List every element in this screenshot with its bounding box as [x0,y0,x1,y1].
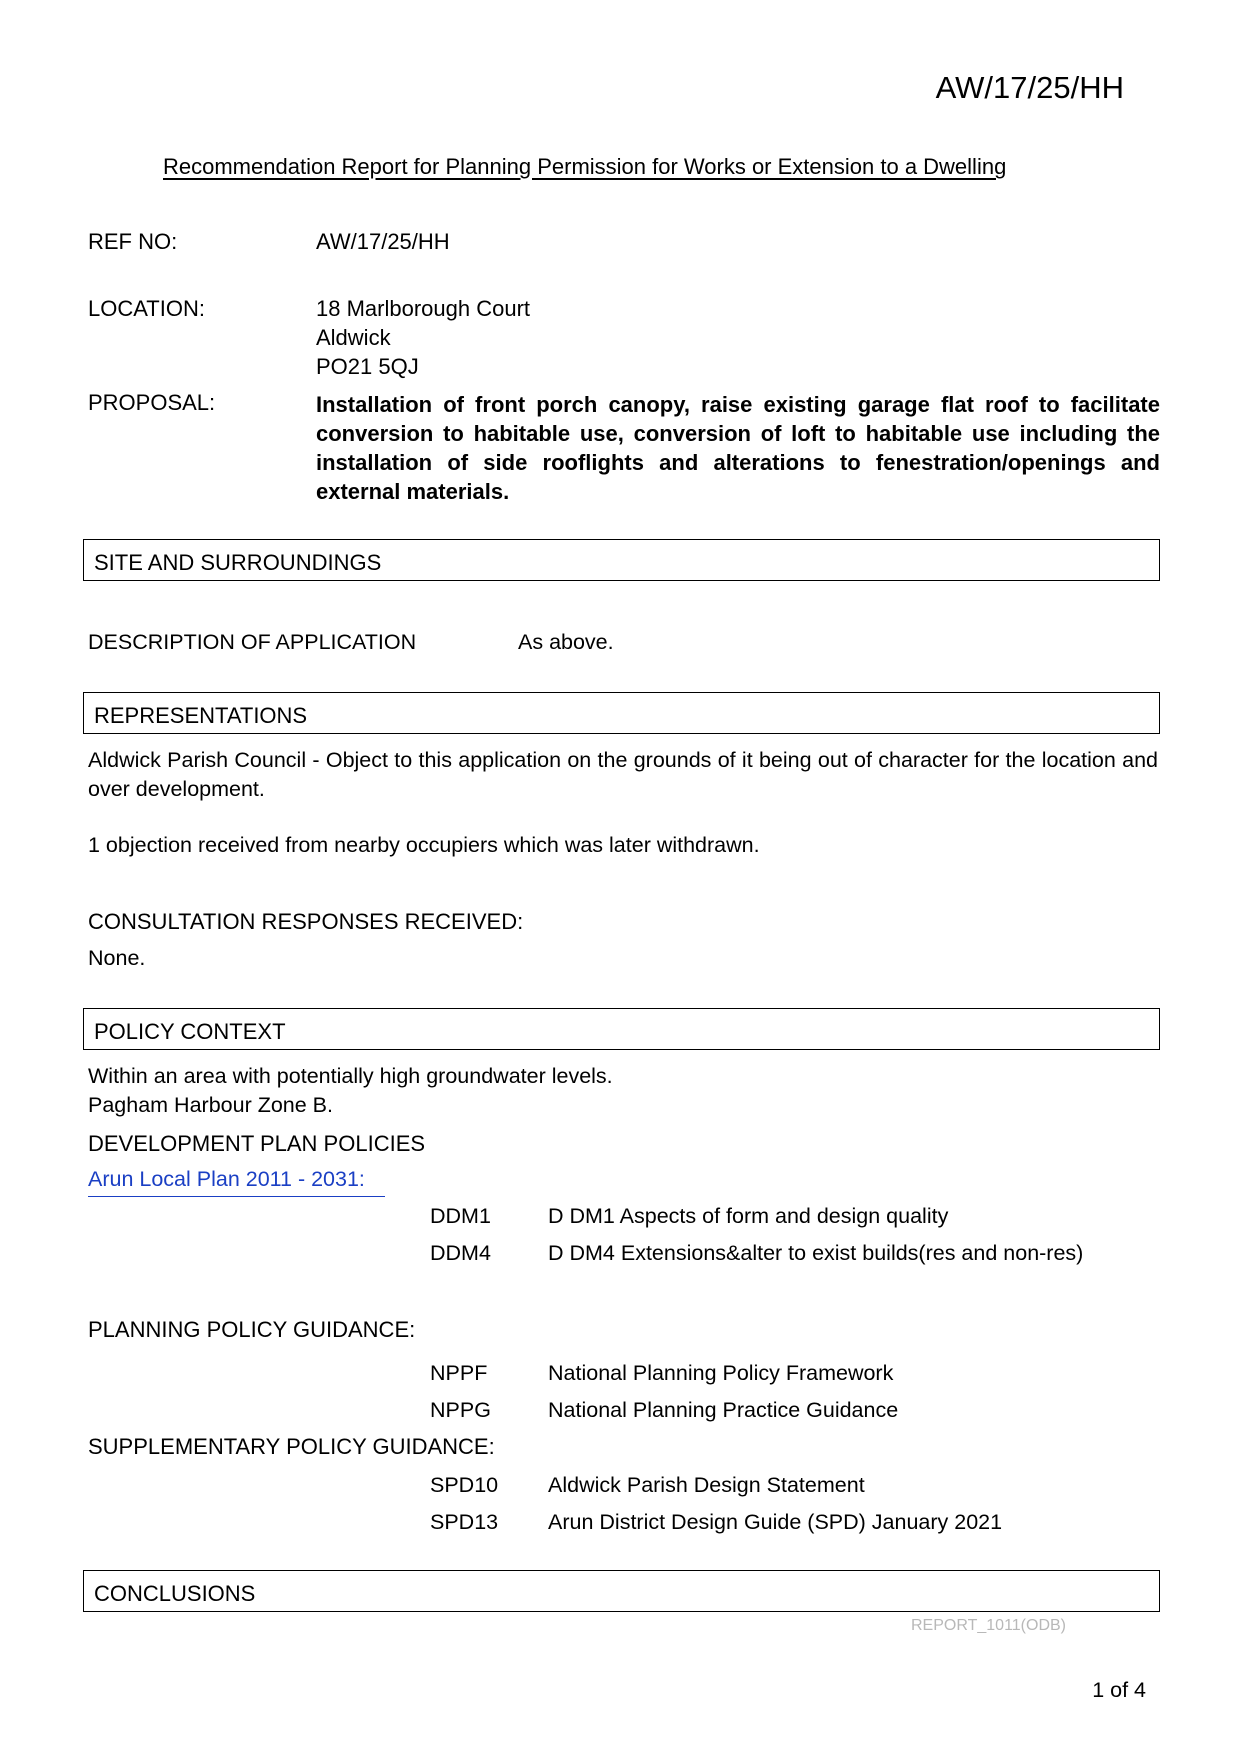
representation-objection: 1 objection received from nearby occupiers which was later withdrawn. [88,833,760,857]
policy-code: DDM4 [430,1241,491,1265]
dev-plan-heading: DEVELOPMENT PLAN POLICIES [88,1131,426,1156]
consultation-heading: CONSULTATION RESPONSES RECEIVED: [88,909,524,934]
representation-parish: Aldwick Parish Council - Object to this application on the grounds of it being out of character for the location and over development. [88,748,1158,801]
policy-line-2: Pagham Harbour Zone B. [88,1093,333,1117]
policy-desc: National Planning Policy Framework [548,1361,894,1385]
location-label: LOCATION: [88,296,205,321]
policy-code: DDM1 [430,1204,491,1228]
page-number: 1 of 4 [1092,1678,1146,1702]
policy-desc: D DM1 Aspects of form and design quality [548,1204,949,1228]
policy-code: NPPF [430,1361,488,1385]
ref-value: AW/17/25/HH [316,229,450,254]
location-line-1: 18 Marlborough Court [316,296,531,321]
document-title: Recommendation Report for Planning Permission for Works or Extension to a Dwelling [163,154,1007,179]
consultation-value: None. [88,946,146,970]
proposal-label: PROPOSAL: [88,390,216,415]
policy-code: SPD10 [430,1473,499,1497]
section-heading: REPRESENTATIONS [94,703,308,728]
report-code: REPORT_1011(ODB) [910,1617,1066,1634]
ref-label: REF NO: [88,229,178,254]
policy-desc: National Planning Practice Guidance [548,1398,899,1422]
policy-desc: Aldwick Parish Design Statement [548,1473,865,1497]
policy-code: SPD13 [430,1510,499,1534]
section-representations [83,692,1160,734]
guidance-heading: PLANNING POLICY GUIDANCE: [88,1317,416,1342]
section-heading: CONCLUSIONS [94,1581,256,1606]
description-value: As above. [518,630,614,654]
section-heading: POLICY CONTEXT [94,1019,286,1044]
location-line-3: PO21 5QJ [316,354,419,379]
header-ref: AW/17/25/HH [935,70,1124,105]
policy-line-1: Within an area with potentially high groundwater levels. [88,1064,613,1088]
proposal-text: Installation of front porch canopy, raise existing garage flat roof to facilitate conversion to habitable use, conversion of loft to habitable use including the installation of side rooflights and alterations to fenestration/openings and external materials. [316,392,1160,504]
policy-code: NPPG [430,1398,491,1422]
section-site-surroundings [83,539,1160,581]
section-heading: SITE AND SURROUNDINGS [94,550,382,575]
policy-desc: Arun District Design Guide (SPD) January 2021 [548,1510,1003,1534]
section-policy-context [83,1008,1160,1050]
section-conclusions [83,1570,1160,1612]
policy-desc: D DM4 Extensions&alter to exist builds(res and non-res) [548,1241,1084,1265]
local-plan-link[interactable]: Arun Local Plan 2011 - 2031: [88,1167,385,1197]
description-label: DESCRIPTION OF APPLICATION [88,630,417,654]
supplementary-heading: SUPPLEMENTARY POLICY GUIDANCE: [88,1434,495,1459]
location-line-2: Aldwick [316,325,391,350]
